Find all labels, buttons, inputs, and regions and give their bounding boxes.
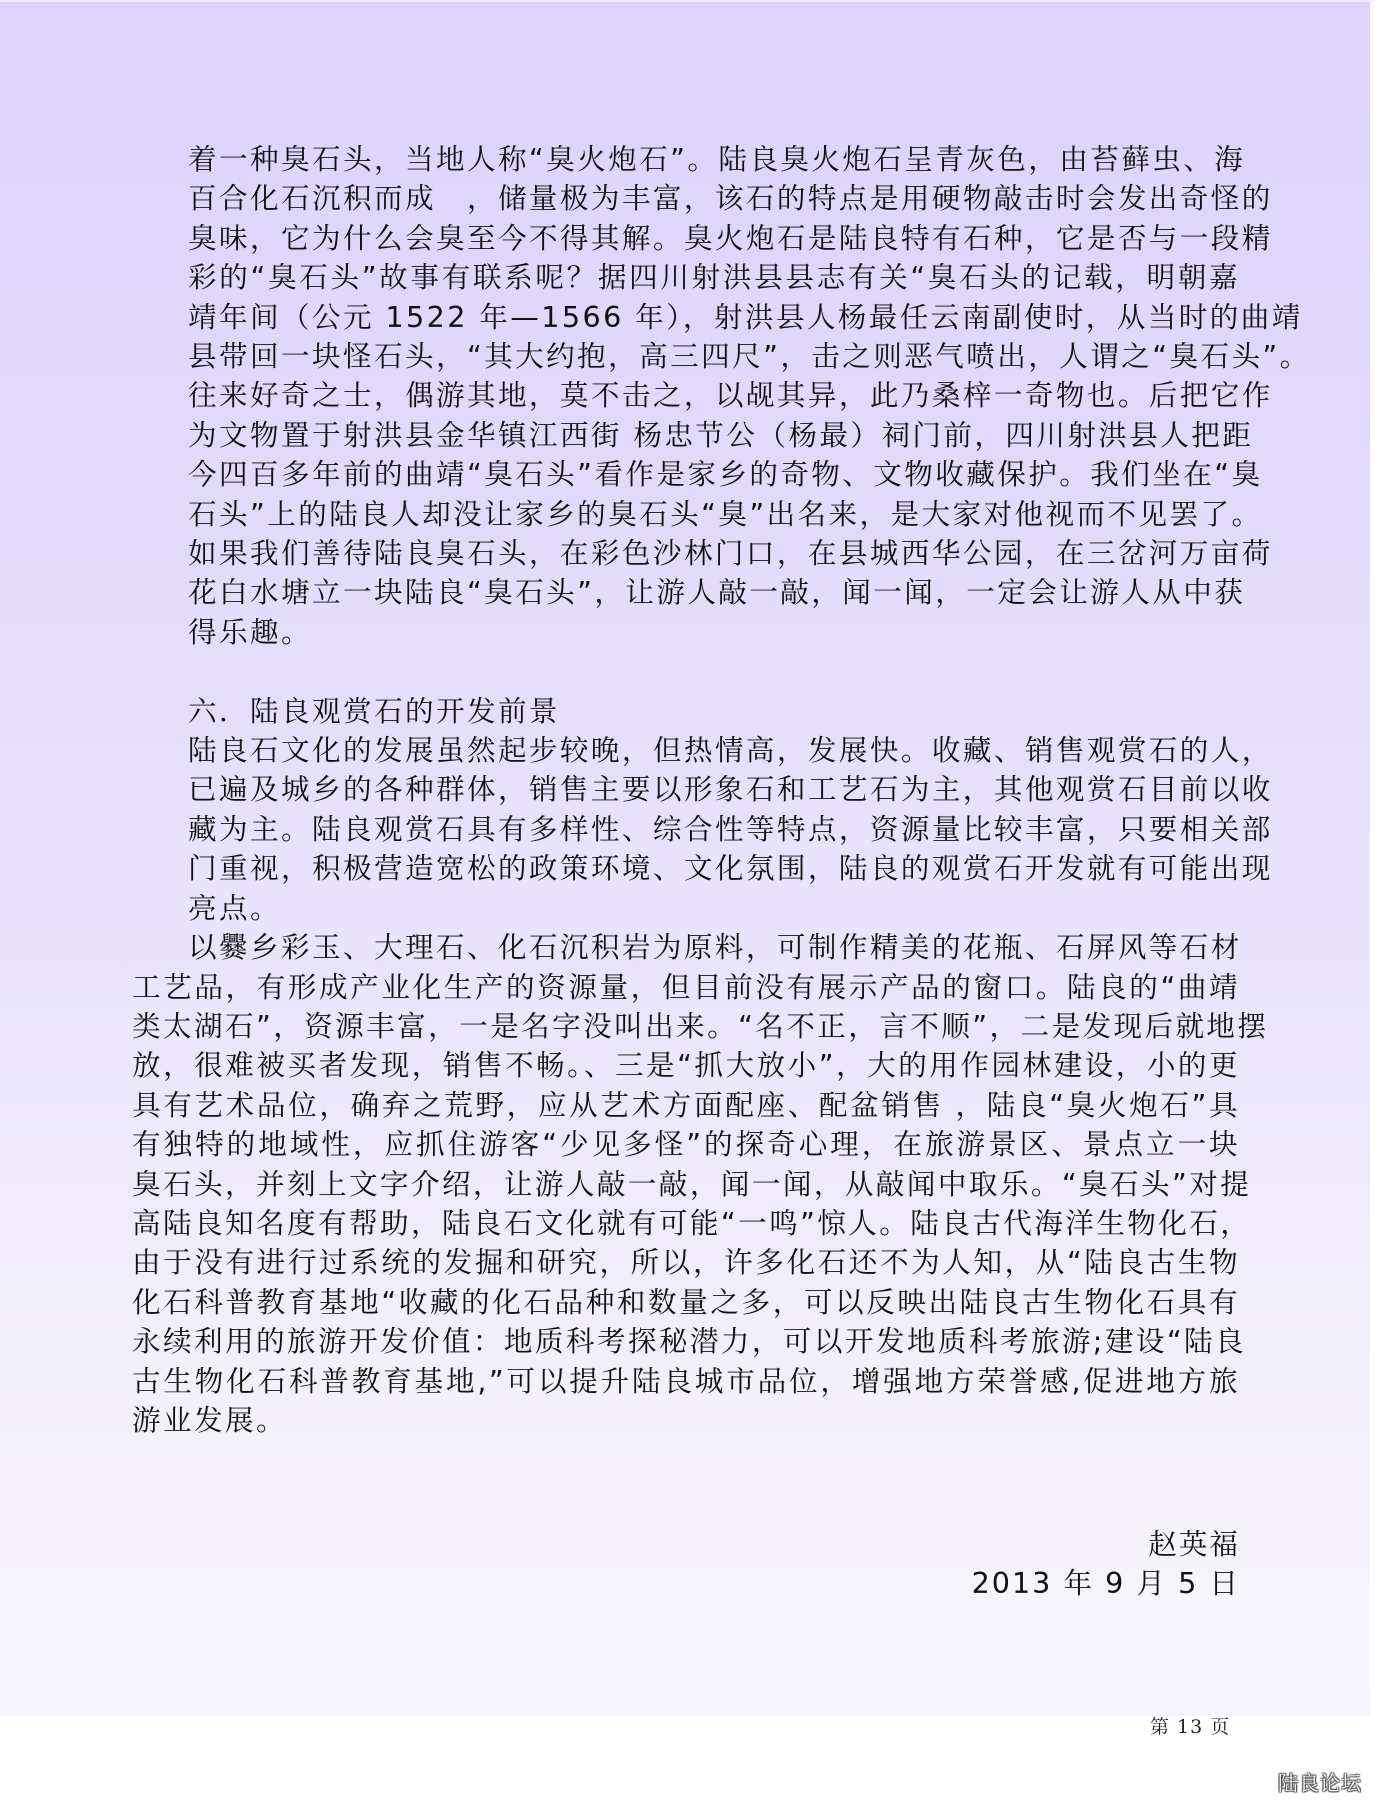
text-line: 高陆良知名度有帮助，陆良石文化就有可能“一鸣”惊人。陆良古代海洋生物化石， [132, 1205, 1252, 1240]
section-six-paragraph-1 [188, 731, 1273, 928]
section-six-paragraph-2 [132, 928, 1269, 1440]
signature-block [972, 1525, 1240, 1603]
text-line: 藏为主。陆良观赏石具有多样性、综合性等特点，资源量比较丰富，只要相关部 [188, 811, 1273, 846]
top-edge [0, 0, 1375, 2]
text-line: 臭味，它为什么会臭至今不得其解。臭火炮石是陆良特有石种，它是否与一段精 [188, 220, 1273, 255]
text-line: 以爨乡彩玉、大理石、化石沉积岩为原料，可制作精美的花瓶、石屏风等石材 [188, 930, 1242, 965]
section-heading: 六．陆良观赏石的开发前景 [188, 693, 560, 728]
text-line: 已遍及城乡的各种群体，销售主要以形象石和工艺石为主，其他观赏石目前以收 [188, 772, 1273, 807]
text-line: 陆良石文化的发展虽然起步较晚，但热情高，发展快。收藏、销售观赏石的人， [188, 733, 1273, 768]
text-line: 古生物化石科普教育基地,”可以提升陆良城市品位，增强地方荣誉感,促进地方旅 [132, 1363, 1240, 1398]
text-line: 工艺品，有形成产业化生产的资源量，但目前没有展示产品的窗口。陆良的“曲靖 [132, 969, 1240, 1004]
forum-watermark: 陆良论坛 [1278, 1771, 1362, 1795]
text-line: 彩的“臭石头”故事有联系呢？据四川射洪县县志有关“臭石头的记载，明朝嘉 [188, 260, 1240, 295]
text-line: 臭石头，并刻上文字介绍，让游人敲一敲，闻一闻，从敲闻中取乐。“臭石头”对提 [132, 1166, 1252, 1201]
text-line: 类太湖石”，资源丰富，一是名字没叫出来。“名不正，言不顺”，二是发现后就地摆 [132, 1008, 1269, 1043]
text-line: 县带回一块怪石头，“其大约抱，高三四尺”，击之则恶气喷出，人谓之“臭石头”。 [188, 339, 1311, 374]
text-line: 着一种臭石头，当地人称“臭火炮石”。陆良臭火炮石呈青灰色，由苔藓虫、海 [188, 142, 1246, 176]
text-line: 得乐趣。 [188, 614, 312, 649]
text-line: 亮点。 [188, 890, 281, 925]
text-line: 化石科普教育基地“收藏的化石品种和数量之多，可以反映出陆良古生物化石具有 [132, 1284, 1240, 1319]
text-line: 游业发展。 [132, 1402, 287, 1437]
page-number: 第 13 页 [1150, 1716, 1231, 1738]
text-line: 如果我们善待陆良臭石头，在彩色沙林门口，在县城西华公园，在三岔河万亩荷 [188, 536, 1273, 571]
text-line: 为文物置于射洪县金华镇江西街 杨忠节公（杨最）祠门前，四川射洪县人把距 [188, 417, 1254, 452]
text-line: 百合化石沉积而成 ，储量极为丰富，该石的特点是用硬物敲击时会发出奇怪的 [188, 181, 1273, 216]
text-line: 放，很难被买者发现，销售不畅。、三是“抓大放小”，大的用作园林建设，小的更 [132, 1048, 1240, 1083]
paragraph-spacer [188, 652, 1240, 691]
text-line: 门重视，积极营造宽松的政策环境、文化氛围，陆良的观赏石开发就有可能出现 [188, 851, 1273, 886]
signature-date: 2013 年 9 月 5 日 [971, 1566, 1240, 1600]
text-line: 往来好奇之士，偶游其地，莫不击之，以觇其异，此乃桑梓一奇物也。后把它作 [188, 378, 1273, 413]
author-name: 赵英福 [1148, 1527, 1240, 1561]
text-line: 由于没有进行过系统的发掘和研究，所以，许多化石还不为人知，从“陆良古生物 [132, 1245, 1240, 1280]
section-continuation-paragraph [188, 140, 1311, 652]
text-line: 今四百多年前的曲靖“臭石头”看作是家乡的奇物、文物收藏保护。我们坐在“臭 [188, 457, 1263, 492]
text-line: 永续利用的旅游开发价值：地质科考探秘潜力，可以开发地质科考旅游;建设“陆良 [132, 1324, 1247, 1359]
text-line: 花白水塘立一块陆良“臭石头”，让游人敲一敲，闻一闻，一定会让游人从中获 [188, 575, 1246, 610]
section-six [132, 692, 1273, 1441]
text-line: 石头”上的陆良人却没让家乡的臭石头“臭”出名来，是大家对他视而不见罢了。 [188, 496, 1263, 531]
text-line: 有独特的地域性，应抓住游客“少见多怪”的探奇心理，在旅游景区、景点立一块 [132, 1127, 1240, 1162]
document-body [132, 140, 1311, 1440]
text-line: 具有艺术品位，确弃之荒野，应从艺术方面配座、配盆销售 ，陆良“臭火炮石”具 [132, 1087, 1240, 1122]
text-line: 靖年间（公元 1522 年—1566 年），射洪县人杨最任云南副使时，从当时的曲靖 [188, 299, 1303, 334]
